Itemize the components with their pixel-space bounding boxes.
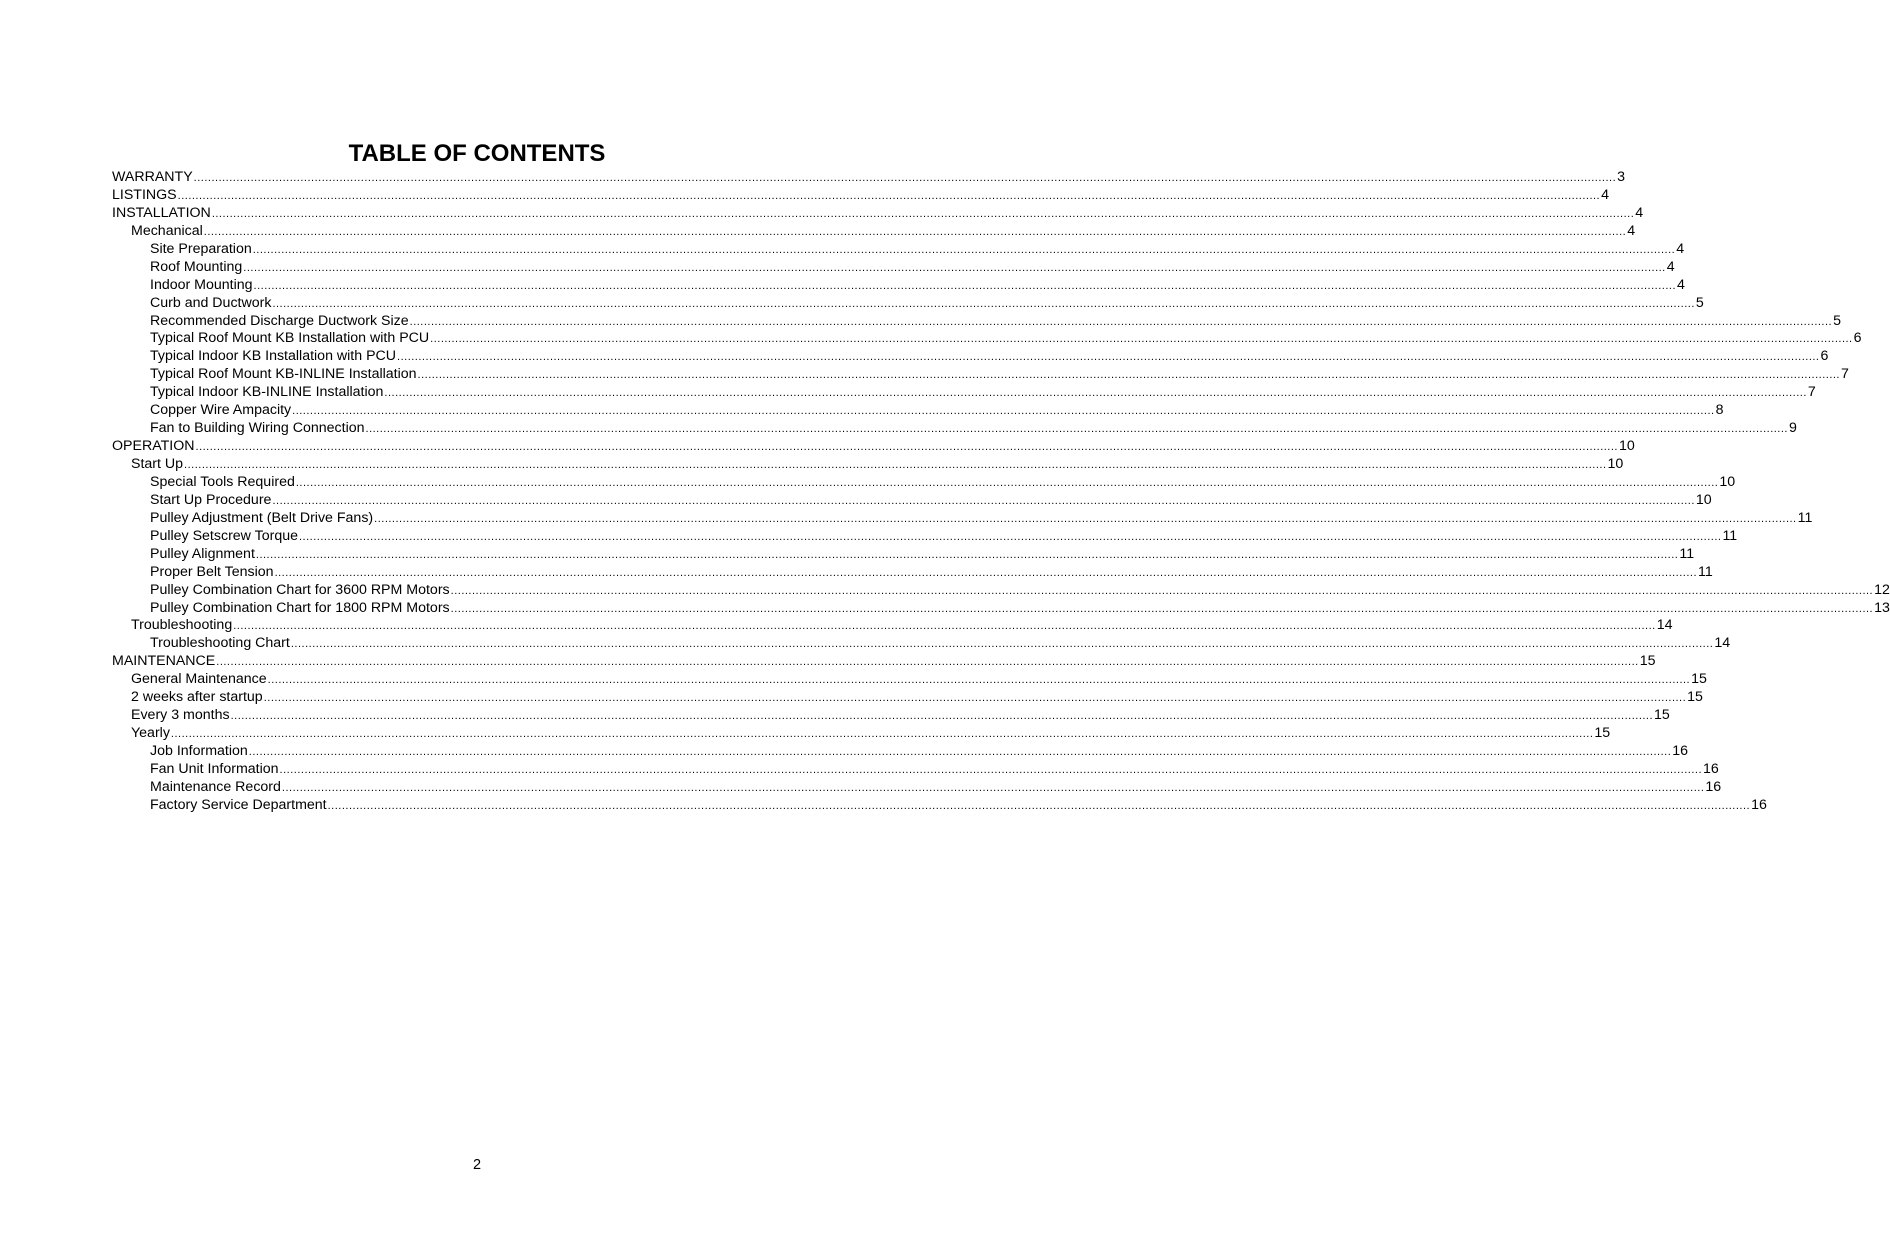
toc-dot-leader: ................................................................................................................................................................................................................................................................................................................................................................................................................ — [263, 692, 1687, 705]
toc-entry-label: Yearly — [131, 725, 170, 742]
toc-entry[interactable] — [112, 527, 1738, 546]
toc-dot-leader: ................................................................................................................................................................................................................................................................................................................................................................................................................ — [267, 674, 1691, 687]
toc-entry-label: Pulley Setscrew Torque — [150, 527, 298, 544]
toc-entry[interactable] — [112, 384, 1816, 402]
toc-entry-page: 5 — [1833, 312, 1841, 329]
toc-entry[interactable] — [112, 599, 1890, 618]
toc-entry[interactable] — [112, 509, 1813, 528]
toc-entry-label: WARRANTY — [112, 169, 193, 185]
toc-entry-page: 11 — [1722, 527, 1738, 544]
toc-dot-leader: ................................................................................................................................................................................................................................................................................................................................................................................................................ — [184, 459, 1607, 471]
toc-entry-page: 10 — [1607, 456, 1624, 472]
toc-entry[interactable] — [112, 671, 1707, 689]
toc-dot-leader: ................................................................................................................................................................................................................................................................................................................................................................................................................ — [177, 189, 1601, 202]
toc-entry[interactable] — [112, 222, 1636, 241]
toc-dot-leader: ................................................................................................................................................................................................................................................................................................................................................................................................................ — [279, 763, 1703, 776]
toc-dot-leader: ................................................................................................................................................................................................................................................................................................................................................................................................................ — [252, 243, 1676, 256]
toc-entry-page: 15 — [1654, 707, 1670, 724]
page-title: TABLE OF CONTENTS — [348, 140, 606, 167]
toc-dot-leader: ................................................................................................................................................................................................................................................................................................................................................................................................................ — [299, 530, 1722, 543]
toc-entry[interactable] — [112, 240, 1685, 259]
toc-entry-page: 14 — [1656, 617, 1673, 634]
toc-entry-label: Start Up — [131, 456, 184, 472]
toc-entry-page: 15 — [1687, 689, 1703, 706]
toc-entry-page: 16 — [1705, 778, 1722, 795]
toc-dot-leader: ................................................................................................................................................................................................................................................................................................................................................................................................................ — [384, 387, 1807, 400]
toc-entry-page: 4 — [1635, 204, 1644, 221]
toc-dot-leader: ................................................................................................................................................................................................................................................................................................................................................................................................................ — [211, 207, 1635, 220]
toc-dot-leader: ................................................................................................................................................................................................................................................................................................................................................................................................................ — [281, 781, 1705, 794]
toc-entry[interactable] — [112, 402, 1724, 420]
toc-entry-page: 6 — [1820, 348, 1829, 365]
toc-entry-label: Indoor Mounting — [150, 276, 253, 293]
toc-dot-leader: ................................................................................................................................................................................................................................................................................................................................................................................................................ — [255, 548, 1679, 561]
toc-entry[interactable] — [112, 420, 1797, 438]
toc-dot-leader: ................................................................................................................................................................................................................................................................................................................................................................................................................ — [450, 602, 1874, 615]
toc-entry-page: 7 — [1807, 384, 1816, 401]
toc-entry-page: 11 — [1679, 545, 1695, 562]
toc-entry[interactable] — [112, 438, 1635, 456]
toc-entry[interactable] — [112, 760, 1719, 779]
toc-entry-label: Troubleshooting — [131, 617, 233, 634]
toc-entry[interactable] — [112, 491, 1712, 510]
toc-entry[interactable] — [112, 725, 1611, 743]
toc-entry[interactable] — [112, 186, 1610, 205]
toc-entry[interactable] — [112, 635, 1731, 653]
toc-entry[interactable] — [112, 778, 1722, 797]
toc-dot-leader: ................................................................................................................................................................................................................................................................................................................................................................................................................ — [203, 225, 1627, 238]
toc-entry-label: Site Preparation — [150, 240, 252, 257]
toc-entry[interactable] — [112, 581, 1890, 600]
toc-entry-label: LISTINGS — [112, 186, 177, 203]
toc-dot-leader: ................................................................................................................................................................................................................................................................................................................................................................................................................ — [193, 172, 1617, 184]
toc-dot-leader: ................................................................................................................................................................................................................................................................................................................................................................................................................ — [272, 494, 1695, 507]
toc-entry[interactable] — [112, 545, 1695, 564]
toc-entry-label: Typical Indoor KB-INLINE Installation — [150, 384, 384, 401]
toc-entry-label: Typical Roof Mount KB-INLINE Installation — [150, 366, 417, 383]
toc-entry-label: Every 3 months — [131, 707, 230, 724]
toc-entry-label: Troubleshooting Chart — [150, 635, 290, 652]
toc-entry-label: Mechanical — [131, 222, 203, 239]
toc-dot-leader: ................................................................................................................................................................................................................................................................................................................................................................................................................ — [233, 620, 1656, 633]
toc-entry[interactable] — [112, 796, 1767, 815]
toc-entry-page: 10 — [1695, 491, 1712, 508]
toc-entry-page: 12 — [1874, 581, 1890, 598]
toc-entry[interactable] — [112, 707, 1670, 725]
toc-entry-page: 3 — [1617, 169, 1626, 185]
toc-dot-leader: ................................................................................................................................................................................................................................................................................................................................................................................................................ — [243, 261, 1666, 274]
toc-dot-leader: ................................................................................................................................................................................................................................................................................................................................................................................................................ — [274, 566, 1698, 579]
toc-entry[interactable] — [112, 312, 1841, 331]
toc-entry-page: 11 — [1797, 509, 1813, 526]
toc-dot-leader: ................................................................................................................................................................................................................................................................................................................................................................................................................ — [409, 315, 1833, 328]
toc-entry[interactable] — [112, 617, 1673, 635]
toc-entry-page: 16 — [1751, 796, 1767, 813]
toc-entry-page: 16 — [1703, 760, 1719, 777]
toc-entry-page: 7 — [1841, 366, 1849, 383]
toc-dot-leader: ................................................................................................................................................................................................................................................................................................................................................................................................................ — [292, 405, 1715, 418]
toc-entry[interactable] — [112, 258, 1675, 277]
toc-entry-label: Factory Service Department — [150, 796, 327, 813]
toc-entry[interactable] — [112, 689, 1703, 707]
toc-dot-leader: ................................................................................................................................................................................................................................................................................................................................................................................................................ — [374, 512, 1797, 525]
toc-entry-label: Job Information — [150, 743, 248, 759]
toc-entry-page: 10 — [1719, 473, 1736, 490]
toc-entry-page: 10 — [1618, 438, 1635, 455]
toc-entry-label: Typical Indoor KB Installation with PCU — [150, 348, 397, 365]
toc-dot-leader: ................................................................................................................................................................................................................................................................................................................................................................................................................ — [272, 297, 1695, 310]
toc-entry-page: 4 — [1676, 240, 1685, 257]
toc-entry-label: MAINTENANCE — [112, 653, 216, 670]
toc-dot-leader: ................................................................................................................................................................................................................................................................................................................................................................................................................ — [397, 351, 1820, 364]
toc-entry-label: 2 weeks after startup — [131, 689, 263, 706]
toc-dot-leader: ................................................................................................................................................................................................................................................................................................................................................................................................................ — [230, 710, 1654, 723]
toc-entry-page: 5 — [1695, 294, 1704, 311]
toc-entry-page: 15 — [1594, 725, 1611, 742]
toc-entry-page: 16 — [1672, 743, 1689, 759]
toc-entry-page: 4 — [1601, 186, 1610, 203]
toc-entry-page: 6 — [1853, 330, 1862, 347]
toc-entry[interactable] — [112, 276, 1685, 295]
toc-entry[interactable] — [112, 348, 1829, 366]
toc-dot-leader: ................................................................................................................................................................................................................................................................................................................................................................................................................ — [295, 476, 1719, 489]
toc-entry-label: Copper Wire Ampacity — [150, 402, 292, 419]
toc-dot-leader: ................................................................................................................................................................................................................................................................................................................................................................................................................ — [417, 369, 1840, 382]
toc-entry-label: Pulley Combination Chart for 3600 RPM Motors — [150, 581, 450, 598]
toc-entry[interactable] — [112, 456, 1624, 474]
toc-entry[interactable] — [112, 169, 1626, 187]
toc-entry[interactable] — [112, 563, 1713, 582]
toc-entry-label: Pulley Combination Chart for 1800 RPM Motors — [150, 599, 450, 616]
toc-entry-label: Special Tools Required — [150, 473, 295, 490]
toc-dot-leader: ................................................................................................................................................................................................................................................................................................................................................................................................................ — [365, 423, 1788, 436]
toc-entry-page: 11 — [1698, 563, 1713, 580]
toc-entry-label: Proper Belt Tension — [150, 563, 274, 580]
toc-entry-page: 9 — [1788, 420, 1797, 437]
toc-entry-label: OPERATION — [112, 438, 195, 455]
toc-dot-leader: ................................................................................................................................................................................................................................................................................................................................................................................................................ — [170, 728, 1594, 741]
toc-entry-page: 13 — [1874, 599, 1890, 616]
toc-dot-leader: ................................................................................................................................................................................................................................................................................................................................................................................................................ — [450, 584, 1874, 597]
toc-dot-leader: ................................................................................................................................................................................................................................................................................................................................................................................................................ — [290, 638, 1714, 651]
toc-entry-label: Maintenance Record — [150, 778, 281, 795]
table-of-contents — [112, 169, 1890, 815]
toc-entry[interactable] — [112, 653, 1656, 671]
toc-entry-label: General Maintenance — [131, 671, 267, 688]
toc-entry[interactable] — [112, 330, 1862, 348]
toc-entry[interactable] — [112, 204, 1644, 223]
toc-entry-page: 15 — [1691, 671, 1707, 688]
toc-entry-page: 4 — [1677, 276, 1685, 293]
toc-entry-page: 4 — [1666, 258, 1675, 275]
toc-dot-leader: ................................................................................................................................................................................................................................................................................................................................................................................................................ — [430, 333, 1853, 346]
toc-entry-page: 8 — [1715, 402, 1724, 419]
toc-dot-leader: ................................................................................................................................................................................................................................................................................................................................................................................................................ — [327, 799, 1751, 812]
toc-entry-label: Typical Roof Mount KB Installation with PCU — [150, 330, 430, 347]
toc-entry-label: Curb and Ductwork — [150, 294, 272, 311]
toc-entry[interactable] — [112, 743, 1689, 761]
toc-entry-label: Pulley Alignment — [150, 545, 255, 562]
toc-dot-leader: ................................................................................................................................................................................................................................................................................................................................................................................................................ — [195, 441, 1618, 454]
toc-entry-label: Roof Mounting — [150, 258, 243, 275]
toc-entry-label: Start Up Procedure — [150, 491, 272, 508]
toc-entry[interactable] — [112, 366, 1849, 384]
toc-entry-page: 15 — [1639, 653, 1656, 670]
toc-entry[interactable] — [112, 294, 1704, 313]
toc-entry-page: 14 — [1714, 635, 1731, 652]
toc-dot-leader: ................................................................................................................................................................................................................................................................................................................................................................................................................ — [248, 746, 1672, 758]
toc-entry-label: Pulley Adjustment (Belt Drive Fans) — [150, 509, 374, 526]
toc-entry-label: Recommended Discharge Ductwork Size — [150, 312, 409, 329]
toc-dot-leader: ................................................................................................................................................................................................................................................................................................................................................................................................................ — [216, 656, 1639, 669]
toc-entry[interactable] — [112, 473, 1736, 492]
page-number: 2 — [472, 1157, 482, 1173]
toc-entry-label: Fan Unit Information — [150, 760, 279, 777]
toc-entry-label: Fan to Building Wiring Connection — [150, 420, 365, 437]
toc-entry-label: INSTALLATION — [112, 204, 211, 221]
toc-dot-leader: ................................................................................................................................................................................................................................................................................................................................................................................................................ — [253, 279, 1677, 292]
toc-entry-page: 4 — [1627, 222, 1636, 239]
